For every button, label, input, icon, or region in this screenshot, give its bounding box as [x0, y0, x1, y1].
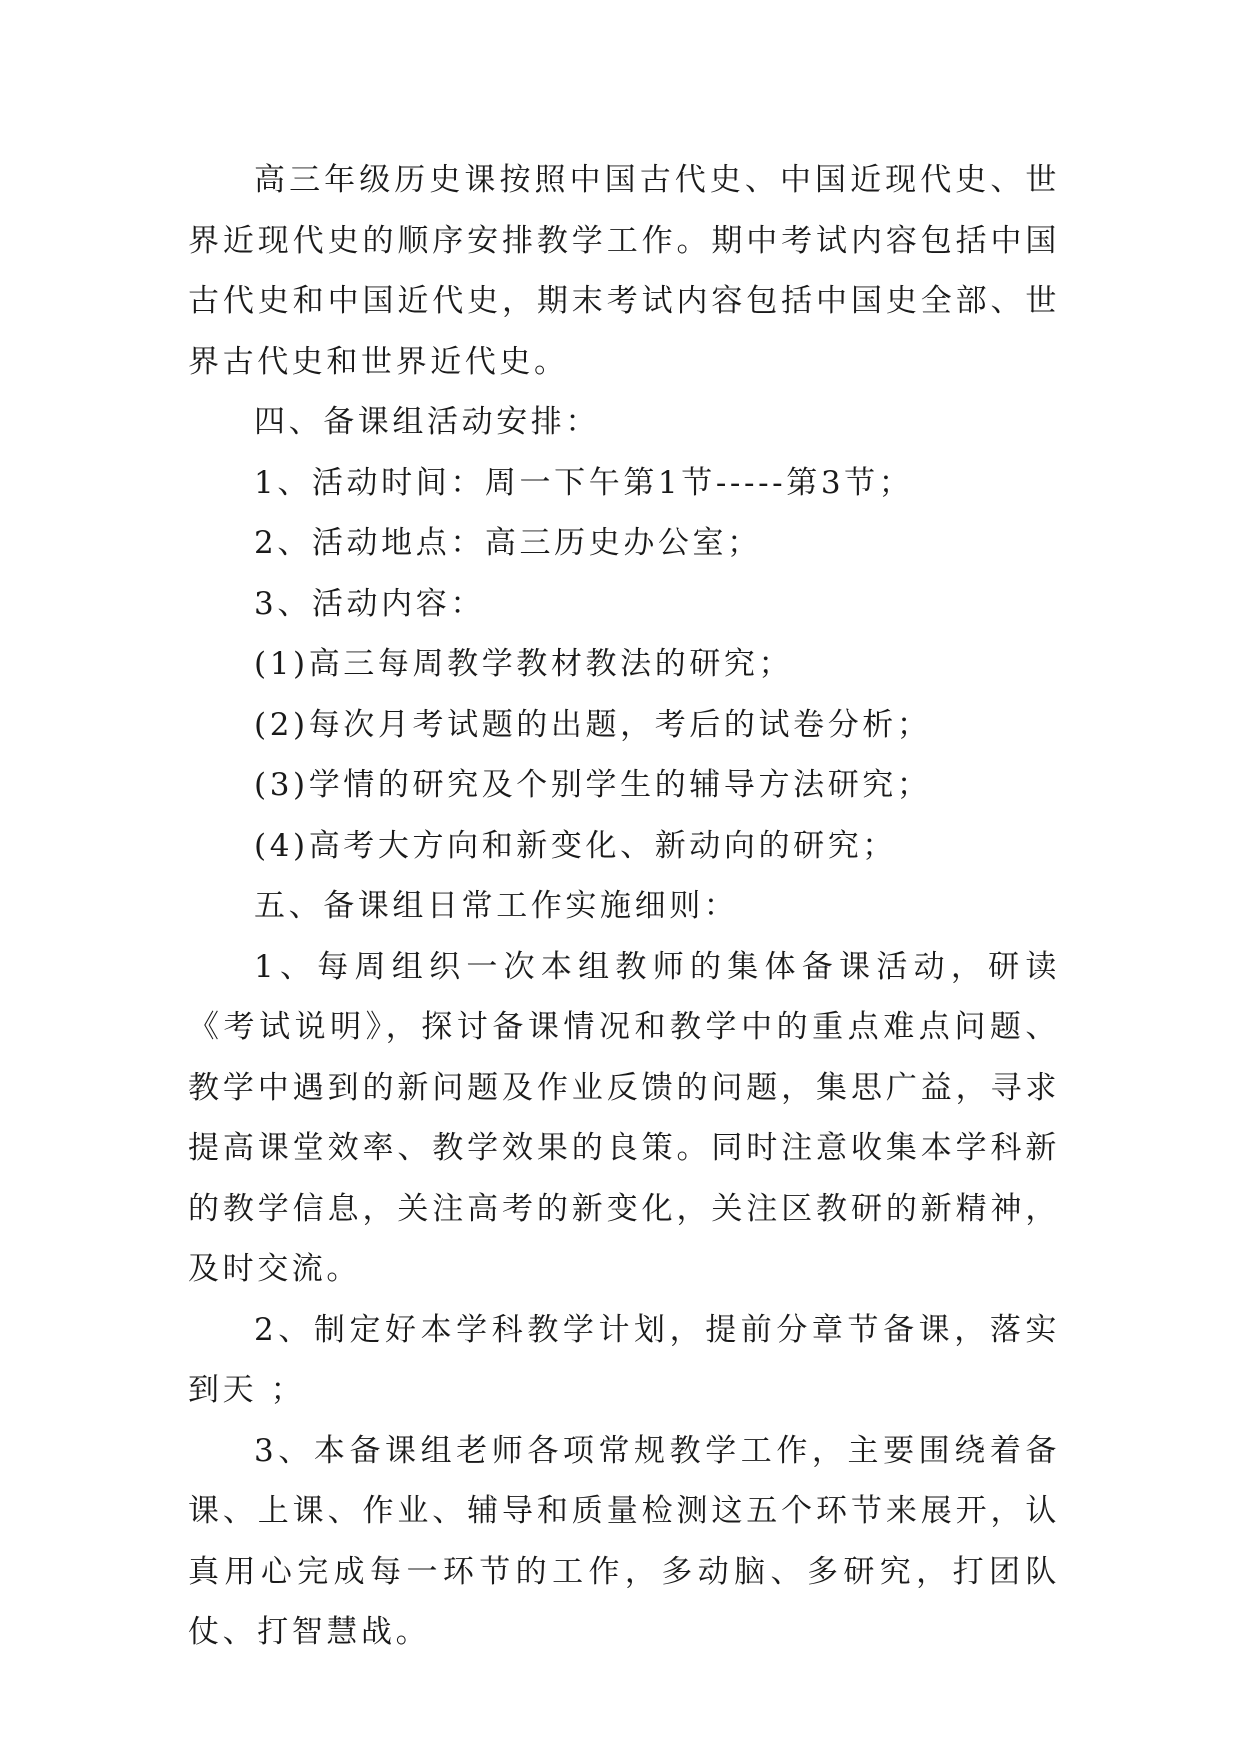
heading-section-5: 五、备课组日常工作实施细则： — [254, 888, 739, 924]
paragraph-intro: 高三年级历史课按照中国古代史、中国近现代史、世界近现代史的顺序安排教学工作。期中考试内容包括中国古代史和中国近代史，期末考试内容包括中国史全部、世界古代史和世界近代史。 — [188, 162, 1060, 380]
list-item-activity-time: 1、活动时间：周一下午第1节-----第3节； — [254, 464, 914, 501]
sub-item-2: (2)每次月考试题的出题，考后的试卷分析； — [254, 706, 932, 743]
rule-paragraph-2: 2、制定好本学科教学计划，提前分章节备课，落实到天 ； — [188, 1311, 1060, 1408]
document-body — [188, 150, 1060, 1663]
list-item-activity-location: 2、活动地点：高三历史办公室； — [254, 525, 762, 561]
sub-item-3: (3)学情的研究及个别学生的辅导方法研究； — [254, 767, 932, 803]
heading-section-4: 四、备课组活动安排： — [254, 404, 600, 440]
sub-item-4: (4)高考大方向和新变化、新动向的研究； — [254, 827, 897, 864]
list-item-activity-content: 3、活动内容： — [254, 585, 485, 622]
rule-paragraph-3: 3、本备课组老师各项常规教学工作，主要围绕着备课、上课、作业、辅导和质量检测这五个环节来展开，认真用心完成每一环节的工作，多动脑、多研究，打团队仗、打智慧战。 — [188, 1432, 1060, 1650]
sub-item-1: (1)高三每周教学教材教法的研究； — [254, 646, 794, 682]
rule-paragraph-1: 1、每周组织一次本组教师的集体备课活动，研读《考试说明》，探讨备课情况和教学中的重点难点问题、教学中遇到的新问题及作业反馈的问题，集思广益，寻求提高课堂效率、教学效果的良策。同时注意收集本学科新的教学信息，关注高考的新变化，关注区教研的新精神，及时交流。 — [188, 948, 1060, 1287]
